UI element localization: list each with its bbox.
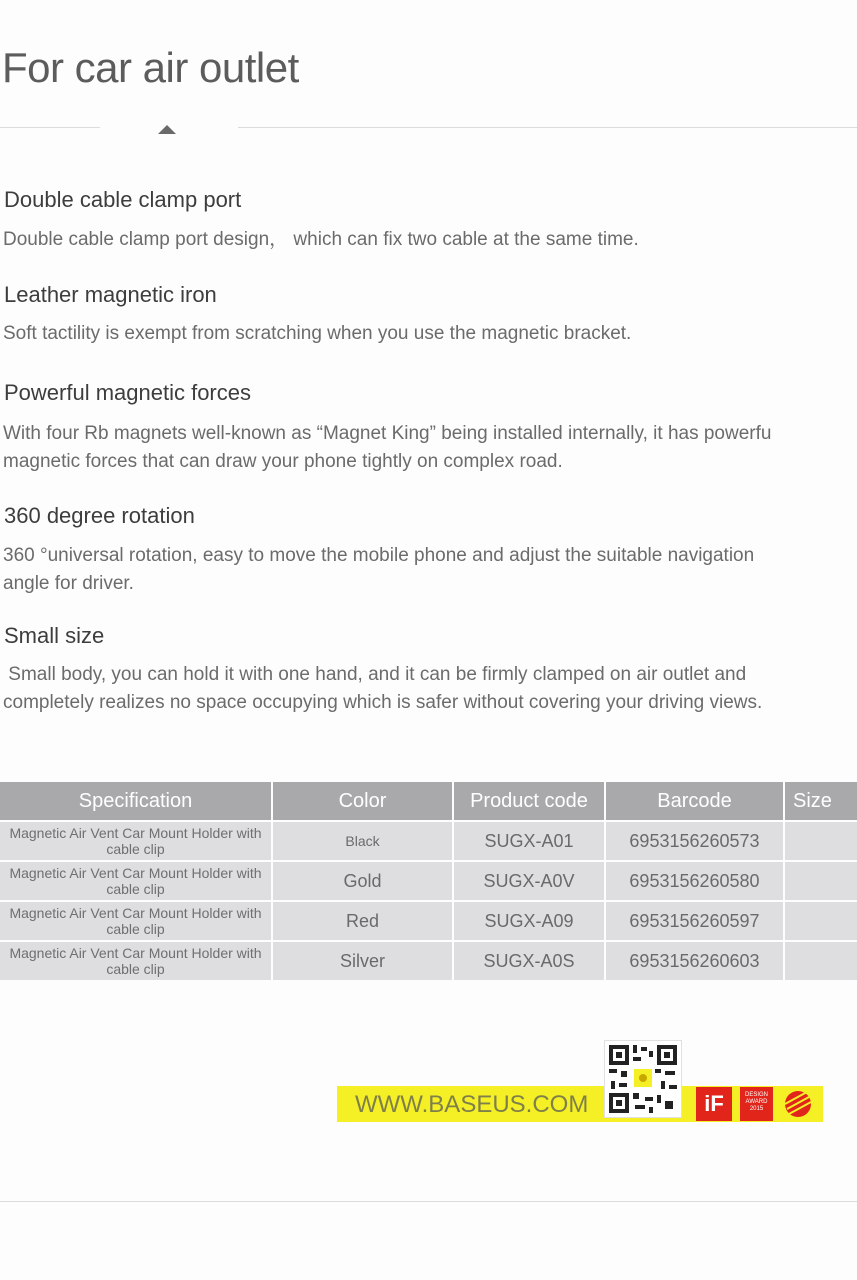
spec-table [0,782,857,982]
size-cell [785,902,857,940]
header-size: Size [785,782,857,820]
table-row [0,902,857,940]
product-code-cell: SUGX-A01 [454,822,604,860]
header-color: Color [273,782,452,820]
table-row [0,862,857,900]
product-code-cell: SUGX-A0S [454,942,604,980]
barcode-cell: 6953156260597 [606,902,783,940]
qr-code-icon [604,1040,682,1118]
feature-description: 360 °universal rotation, easy to move the mobile phone and adjust the suitable navigation angle for driver. [3,545,755,594]
feature-title: Small size [4,623,105,648]
feature-description: With four Rb magnets well-known as “Magnet King” being installed internally, it has powerfu magnetic forces that can draw your phone tightly on complex road. [3,423,772,472]
feature-title: Leather magnetic iron [4,282,217,307]
color-cell: Black [273,822,452,860]
bottom-divider [0,1201,857,1202]
product-code-cell: SUGX-A0V [454,862,604,900]
spec-cell: Magnetic Air Vent Car Mount Holder with cable clip [0,862,271,900]
caret-up-icon [158,125,176,134]
page-title: For car air outlet [2,44,299,91]
size-cell [785,942,857,980]
if-logo: iF [696,1087,732,1121]
feature-description: Soft tactility is exempt from scratching when you use the magnetic bracket. [3,323,632,344]
color-cell: Red [273,902,452,940]
barcode-cell: 6953156260603 [606,942,783,980]
title-divider-right [238,127,857,128]
barcode-cell: 6953156260573 [606,822,783,860]
product-code-cell: SUGX-A09 [454,902,604,940]
table-row [0,942,857,980]
website-url[interactable]: WWW.BASEUS.COM [355,1091,589,1118]
title-divider-left [0,127,100,128]
barcode-cell: 6953156260580 [606,862,783,900]
header-barcode: Barcode [606,782,783,820]
feature-title: Powerful magnetic forces [4,380,251,405]
size-cell [785,862,857,900]
spec-cell: Magnetic Air Vent Car Mount Holder with cable clip [0,942,271,980]
header-specification: Specification [0,782,271,820]
red-dot-award-icon [781,1087,815,1121]
color-cell: Silver [273,942,452,980]
table-header-row [0,782,857,820]
feature-description: Small body, you can hold it with one hand, and it can be firmly clamped on air outlet and completely realizes no space occupying which is safer without covering your driving views. [3,664,763,713]
design-award-logo: DESIGN AWARD 2015 [740,1087,773,1121]
spec-cell: Magnetic Air Vent Car Mount Holder with cable clip [0,822,271,860]
feature-title: Double cable clamp port [4,187,242,212]
feature-title: 360 degree rotation [4,503,195,528]
spec-cell: Magnetic Air Vent Car Mount Holder with cable clip [0,902,271,940]
table-row [0,822,857,860]
header-product-code: Product code [454,782,604,820]
color-cell: Gold [273,862,452,900]
size-cell [785,822,857,860]
feature-description: Double cable clamp port design， which can fix two cable at the same time. [3,229,639,250]
